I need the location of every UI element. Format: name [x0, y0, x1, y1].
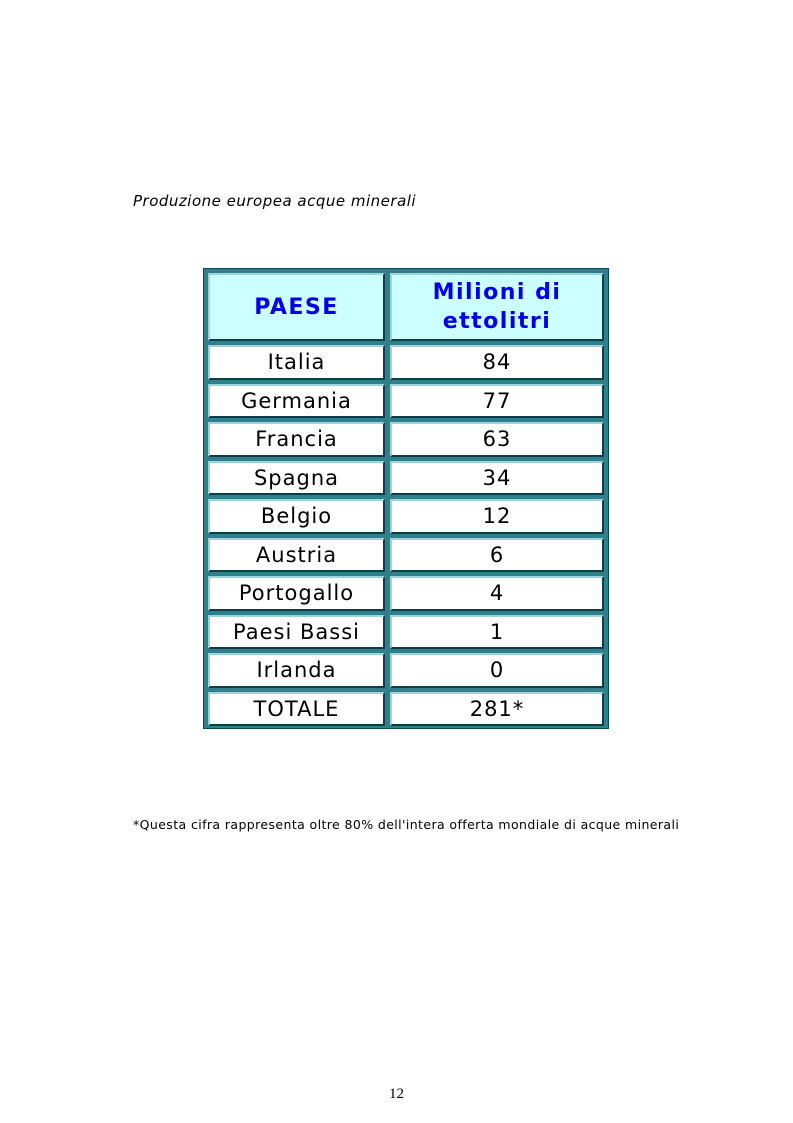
total-country: TOTALE [208, 692, 385, 727]
production-table-grid [208, 273, 604, 724]
row-country: Paesi Bassi [208, 615, 385, 650]
row-country: Portogallo [208, 576, 385, 611]
row-value: 6 [390, 538, 604, 573]
row-value: 34 [390, 461, 604, 496]
row-value: 12 [390, 499, 604, 534]
row-country: Germania [208, 384, 385, 419]
page-number: 12 [389, 1086, 404, 1102]
header-country: PAESE [208, 273, 385, 341]
row-country: Italia [208, 345, 385, 380]
row-value: 1 [390, 615, 604, 650]
row-value: 77 [390, 384, 604, 419]
row-country: Irlanda [208, 653, 385, 688]
row-value: 4 [390, 576, 604, 611]
table-caption: Produzione europea acque minerali [133, 192, 417, 210]
production-table [203, 268, 609, 729]
row-country: Spagna [208, 461, 385, 496]
row-country: Belgio [208, 499, 385, 534]
row-value: 0 [390, 653, 604, 688]
total-value: 281* [390, 692, 604, 727]
row-value: 63 [390, 422, 604, 457]
row-country: Francia [208, 422, 385, 457]
footnote: *Questa cifra rappresenta oltre 80% dell'intera offerta mondiale di acque minerali [133, 817, 680, 832]
row-country: Austria [208, 538, 385, 573]
header-value: Milioni di ettolitri [390, 273, 604, 341]
row-value: 84 [390, 345, 604, 380]
